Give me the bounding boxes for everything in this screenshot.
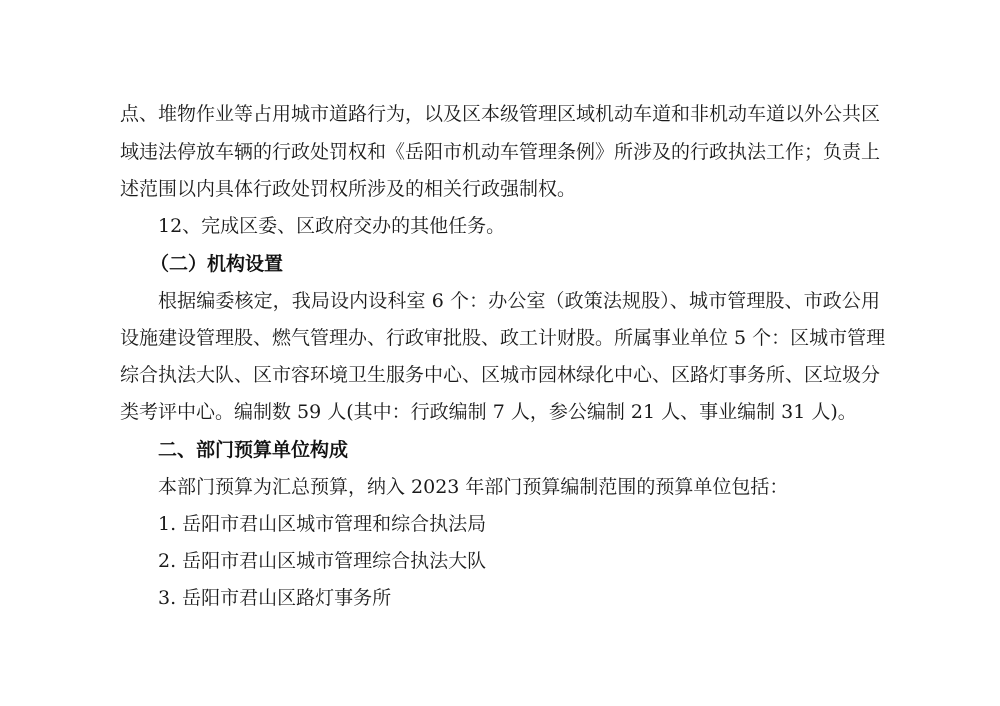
paragraph-line: 述范围以内具体行政处罚权所涉及的相关行政强制权。 xyxy=(120,178,577,200)
paragraph-line: 点、堆物作业等占用城市道路行为，以及区本级管理区域机动车道和非机动车道以外公共区 xyxy=(120,103,881,125)
paragraph-line: 根据编委核定，我局设内设科室 6 个：办公室（政策法规股）、城市管理股、市政公用 xyxy=(158,290,880,312)
paragraph-line: 综合执法大队、区市容环境卫生服务中心、区城市园林绿化中心、区路灯事务所、区垃圾分 xyxy=(120,364,881,386)
list-item: 2. 岳阳市君山区城市管理综合执法大队 xyxy=(158,550,487,572)
paragraph-line: 域违法停放车辆的行政处罚权和《岳阳市机动车管理条例》所涉及的行政执法工作；负责上 xyxy=(120,141,881,163)
list-item: 3. 岳阳市君山区路灯事务所 xyxy=(158,587,392,609)
paragraph-line: 类考评中心。编制数 59 人(其中：行政编制 7 人，参公编制 21 人、事业编制 31 人)。 xyxy=(120,401,857,423)
paragraph-line: 本部门预算为汇总预算，纳入 2023 年部门预算编制范围的预算单位包括： xyxy=(158,476,789,498)
list-item: 1. 岳阳市君山区城市管理和综合执法局 xyxy=(158,513,487,535)
section-heading: （二）机构设置 xyxy=(150,253,284,275)
paragraph-line: 设施建设管理股、燃气管理办、行政审批股、政工计财股。所属事业单位 5 个：区城市管理 xyxy=(120,327,886,349)
paragraph-line: 12、完成区委、区政府交办的其他任务。 xyxy=(158,215,506,237)
section-heading: 二、部门预算单位构成 xyxy=(158,439,349,461)
